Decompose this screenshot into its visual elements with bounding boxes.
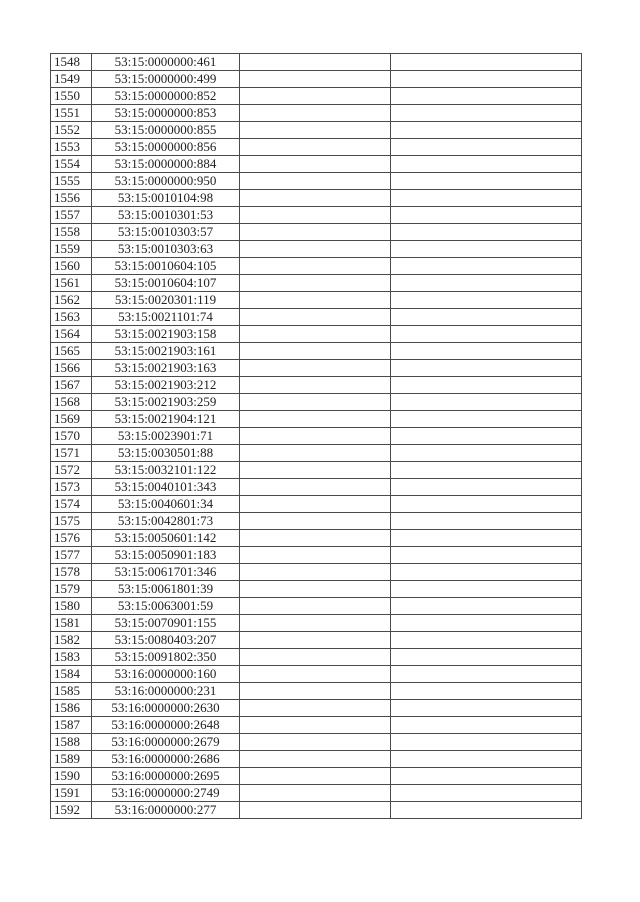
- table-row: [51, 513, 582, 530]
- cadastral-number: 53:16:0000000:160: [92, 666, 240, 683]
- row-number: 1571: [51, 445, 92, 462]
- empty-cell: [391, 241, 582, 258]
- empty-cell: [240, 343, 391, 360]
- table-row: [51, 666, 582, 683]
- cadastral-number: 53:15:0000000:855: [92, 122, 240, 139]
- empty-cell: [240, 122, 391, 139]
- row-number: 1548: [51, 54, 92, 71]
- table-row: [51, 564, 582, 581]
- table-row: [51, 88, 582, 105]
- row-number: 1562: [51, 292, 92, 309]
- empty-cell: [240, 139, 391, 156]
- empty-cell: [391, 581, 582, 598]
- empty-cell: [391, 360, 582, 377]
- table-row: [51, 411, 582, 428]
- table-body: [51, 54, 582, 819]
- empty-cell: [391, 394, 582, 411]
- table-row: [51, 785, 582, 802]
- empty-cell: [391, 479, 582, 496]
- empty-cell: [391, 700, 582, 717]
- cadastral-number: 53:16:0000000:2630: [92, 700, 240, 717]
- table-row: [51, 207, 582, 224]
- row-number: 1567: [51, 377, 92, 394]
- cadastral-number: 53:15:0040101:343: [92, 479, 240, 496]
- cadastral-number: 53:15:0050601:142: [92, 530, 240, 547]
- cadastral-number: 53:15:0021903:158: [92, 326, 240, 343]
- cadastral-number: 53:15:0063001:59: [92, 598, 240, 615]
- empty-cell: [240, 700, 391, 717]
- row-number: 1577: [51, 547, 92, 564]
- empty-cell: [391, 717, 582, 734]
- row-number: 1549: [51, 71, 92, 88]
- empty-cell: [391, 88, 582, 105]
- table-row: [51, 632, 582, 649]
- empty-cell: [240, 309, 391, 326]
- table-row: [51, 71, 582, 88]
- empty-cell: [240, 513, 391, 530]
- cadastral-number: 53:15:0010604:107: [92, 275, 240, 292]
- row-number: 1557: [51, 207, 92, 224]
- empty-cell: [240, 530, 391, 547]
- row-number: 1574: [51, 496, 92, 513]
- cadastral-number: 53:15:0050901:183: [92, 547, 240, 564]
- table-row: [51, 700, 582, 717]
- empty-cell: [391, 802, 582, 819]
- table-row: [51, 360, 582, 377]
- table-row: [51, 394, 582, 411]
- row-number: 1556: [51, 190, 92, 207]
- cadastral-number: 53:15:0023901:71: [92, 428, 240, 445]
- table-row: [51, 581, 582, 598]
- empty-cell: [391, 258, 582, 275]
- row-number: 1588: [51, 734, 92, 751]
- row-number: 1592: [51, 802, 92, 819]
- empty-cell: [240, 377, 391, 394]
- row-number: 1587: [51, 717, 92, 734]
- table-row: [51, 547, 582, 564]
- cadastral-number: 53:15:0010301:53: [92, 207, 240, 224]
- empty-cell: [240, 496, 391, 513]
- table-row: [51, 139, 582, 156]
- empty-cell: [240, 71, 391, 88]
- row-number: 1555: [51, 173, 92, 190]
- empty-cell: [240, 207, 391, 224]
- empty-cell: [240, 802, 391, 819]
- row-number: 1578: [51, 564, 92, 581]
- empty-cell: [240, 224, 391, 241]
- cadastral-number: 53:15:0021903:212: [92, 377, 240, 394]
- table-row: [51, 54, 582, 71]
- table-row: [51, 156, 582, 173]
- empty-cell: [391, 411, 582, 428]
- table-row: [51, 479, 582, 496]
- table-row: [51, 445, 582, 462]
- empty-cell: [240, 581, 391, 598]
- cadastral-number: 53:15:0042801:73: [92, 513, 240, 530]
- empty-cell: [391, 343, 582, 360]
- empty-cell: [240, 649, 391, 666]
- table-row: [51, 122, 582, 139]
- empty-cell: [391, 105, 582, 122]
- empty-cell: [240, 598, 391, 615]
- row-number: 1590: [51, 768, 92, 785]
- empty-cell: [391, 496, 582, 513]
- row-number: 1552: [51, 122, 92, 139]
- cadastral-number: 53:16:0000000:2686: [92, 751, 240, 768]
- empty-cell: [240, 785, 391, 802]
- table-row: [51, 224, 582, 241]
- cadastral-number: 53:15:0091802:350: [92, 649, 240, 666]
- row-number: 1550: [51, 88, 92, 105]
- empty-cell: [240, 190, 391, 207]
- empty-cell: [391, 751, 582, 768]
- row-number: 1560: [51, 258, 92, 275]
- row-number: 1566: [51, 360, 92, 377]
- empty-cell: [391, 768, 582, 785]
- cadastral-number: 53:16:0000000:2695: [92, 768, 240, 785]
- empty-cell: [391, 564, 582, 581]
- empty-cell: [240, 156, 391, 173]
- cadastral-number: 53:16:0000000:2648: [92, 717, 240, 734]
- table-row: [51, 190, 582, 207]
- table-row: [51, 717, 582, 734]
- empty-cell: [240, 275, 391, 292]
- cadastral-number: 53:15:0061801:39: [92, 581, 240, 598]
- row-number: 1553: [51, 139, 92, 156]
- table-row: [51, 275, 582, 292]
- empty-cell: [391, 207, 582, 224]
- cadastral-number: 53:15:0000000:499: [92, 71, 240, 88]
- table-row: [51, 615, 582, 632]
- cadastral-number: 53:16:0000000:277: [92, 802, 240, 819]
- table-row: [51, 530, 582, 547]
- row-number: 1561: [51, 275, 92, 292]
- empty-cell: [391, 649, 582, 666]
- table-row: [51, 173, 582, 190]
- cadastral-number: 53:15:0030501:88: [92, 445, 240, 462]
- table-row: [51, 768, 582, 785]
- row-number: 1554: [51, 156, 92, 173]
- empty-cell: [391, 292, 582, 309]
- row-number: 1573: [51, 479, 92, 496]
- empty-cell: [240, 445, 391, 462]
- cadastral-table: [50, 53, 582, 819]
- empty-cell: [240, 428, 391, 445]
- cadastral-number: 53:15:0020301:119: [92, 292, 240, 309]
- empty-cell: [240, 768, 391, 785]
- table-row: [51, 343, 582, 360]
- empty-cell: [391, 445, 582, 462]
- empty-cell: [391, 139, 582, 156]
- empty-cell: [240, 258, 391, 275]
- table-row: [51, 462, 582, 479]
- row-number: 1559: [51, 241, 92, 258]
- row-number: 1584: [51, 666, 92, 683]
- empty-cell: [240, 105, 391, 122]
- cadastral-number: 53:16:0000000:231: [92, 683, 240, 700]
- cadastral-number: 53:15:0000000:884: [92, 156, 240, 173]
- empty-cell: [391, 326, 582, 343]
- empty-cell: [391, 309, 582, 326]
- table-row: [51, 598, 582, 615]
- empty-cell: [240, 564, 391, 581]
- table-row: [51, 377, 582, 394]
- empty-cell: [240, 88, 391, 105]
- empty-cell: [391, 666, 582, 683]
- cadastral-number: 53:16:0000000:2679: [92, 734, 240, 751]
- table-row: [51, 241, 582, 258]
- table-row: [51, 802, 582, 819]
- empty-cell: [391, 598, 582, 615]
- row-number: 1572: [51, 462, 92, 479]
- row-number: 1580: [51, 598, 92, 615]
- row-number: 1570: [51, 428, 92, 445]
- table-row: [51, 309, 582, 326]
- empty-cell: [391, 785, 582, 802]
- cadastral-number: 53:15:0021903:161: [92, 343, 240, 360]
- row-number: 1579: [51, 581, 92, 598]
- cadastral-number: 53:16:0000000:2749: [92, 785, 240, 802]
- empty-cell: [240, 666, 391, 683]
- cadastral-number: 53:15:0000000:852: [92, 88, 240, 105]
- empty-cell: [391, 54, 582, 71]
- cadastral-number: 53:15:0070901:155: [92, 615, 240, 632]
- empty-cell: [240, 411, 391, 428]
- row-number: 1568: [51, 394, 92, 411]
- table-row: [51, 751, 582, 768]
- empty-cell: [240, 241, 391, 258]
- cadastral-number: 53:15:0032101:122: [92, 462, 240, 479]
- row-number: 1563: [51, 309, 92, 326]
- empty-cell: [391, 190, 582, 207]
- cadastral-number: 53:15:0061701:346: [92, 564, 240, 581]
- empty-cell: [391, 530, 582, 547]
- empty-cell: [391, 173, 582, 190]
- row-number: 1585: [51, 683, 92, 700]
- cadastral-number: 53:15:0000000:856: [92, 139, 240, 156]
- empty-cell: [391, 156, 582, 173]
- empty-cell: [240, 173, 391, 190]
- empty-cell: [391, 734, 582, 751]
- row-number: 1551: [51, 105, 92, 122]
- row-number: 1583: [51, 649, 92, 666]
- empty-cell: [391, 513, 582, 530]
- row-number: 1581: [51, 615, 92, 632]
- cadastral-number: 53:15:0080403:207: [92, 632, 240, 649]
- cadastral-number: 53:15:0000000:853: [92, 105, 240, 122]
- row-number: 1575: [51, 513, 92, 530]
- row-number: 1582: [51, 632, 92, 649]
- empty-cell: [391, 224, 582, 241]
- cadastral-number: 53:15:0040601:34: [92, 496, 240, 513]
- table-row: [51, 734, 582, 751]
- cadastral-number: 53:15:0021904:121: [92, 411, 240, 428]
- cadastral-number: 53:15:0000000:461: [92, 54, 240, 71]
- cadastral-number: 53:15:0021101:74: [92, 309, 240, 326]
- cadastral-number: 53:15:0010104:98: [92, 190, 240, 207]
- table-row: [51, 496, 582, 513]
- empty-cell: [391, 428, 582, 445]
- table-row: [51, 428, 582, 445]
- table-row: [51, 258, 582, 275]
- table-row: [51, 683, 582, 700]
- empty-cell: [391, 632, 582, 649]
- empty-cell: [240, 751, 391, 768]
- empty-cell: [240, 683, 391, 700]
- empty-cell: [391, 683, 582, 700]
- empty-cell: [240, 360, 391, 377]
- empty-cell: [391, 547, 582, 564]
- row-number: 1591: [51, 785, 92, 802]
- empty-cell: [240, 54, 391, 71]
- row-number: 1586: [51, 700, 92, 717]
- table-row: [51, 105, 582, 122]
- empty-cell: [240, 632, 391, 649]
- empty-cell: [391, 462, 582, 479]
- cadastral-number: 53:15:0000000:950: [92, 173, 240, 190]
- empty-cell: [240, 479, 391, 496]
- row-number: 1565: [51, 343, 92, 360]
- empty-cell: [240, 547, 391, 564]
- empty-cell: [240, 326, 391, 343]
- cadastral-number: 53:15:0010303:57: [92, 224, 240, 241]
- cadastral-number: 53:15:0021903:163: [92, 360, 240, 377]
- empty-cell: [240, 292, 391, 309]
- empty-cell: [240, 615, 391, 632]
- empty-cell: [240, 394, 391, 411]
- empty-cell: [240, 734, 391, 751]
- table-row: [51, 292, 582, 309]
- cadastral-number: 53:15:0021903:259: [92, 394, 240, 411]
- empty-cell: [391, 71, 582, 88]
- table-row: [51, 326, 582, 343]
- empty-cell: [240, 462, 391, 479]
- empty-cell: [391, 122, 582, 139]
- row-number: 1569: [51, 411, 92, 428]
- empty-cell: [391, 615, 582, 632]
- row-number: 1576: [51, 530, 92, 547]
- empty-cell: [391, 377, 582, 394]
- row-number: 1589: [51, 751, 92, 768]
- cadastral-number: 53:15:0010303:63: [92, 241, 240, 258]
- table-row: [51, 649, 582, 666]
- cadastral-number: 53:15:0010604:105: [92, 258, 240, 275]
- row-number: 1564: [51, 326, 92, 343]
- empty-cell: [391, 275, 582, 292]
- row-number: 1558: [51, 224, 92, 241]
- empty-cell: [240, 717, 391, 734]
